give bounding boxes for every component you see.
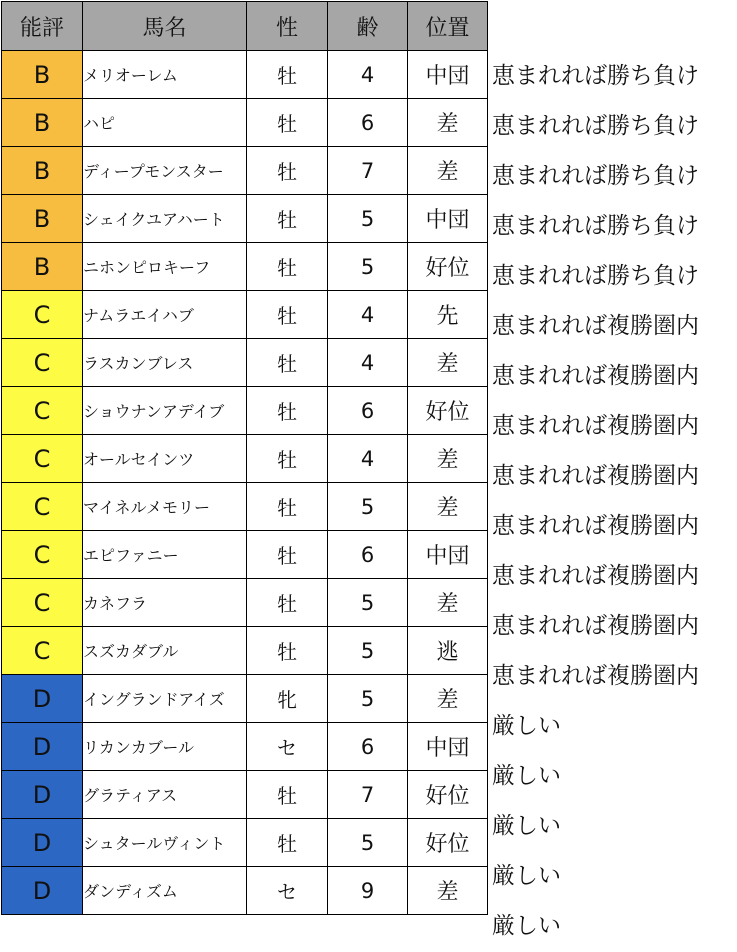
horse-name-cell: リカンカブール	[83, 723, 247, 771]
table-row	[2, 147, 488, 195]
table-row	[2, 579, 488, 627]
header-grade: 能評	[2, 2, 83, 51]
grade-cell: B	[2, 147, 83, 195]
horse-evaluation-table	[1, 1, 488, 915]
grade-cell: C	[2, 531, 83, 579]
horse-name-cell: ダンディズム	[83, 867, 247, 915]
position-cell: 差	[408, 579, 488, 627]
sex-cell: 牡	[247, 483, 328, 531]
grade-cell: D	[2, 723, 83, 771]
table-row	[2, 675, 488, 723]
horse-name-cell: シェイクユアハート	[83, 195, 247, 243]
horse-name-cell: イングランドアイズ	[83, 675, 247, 723]
table-row	[2, 531, 488, 579]
age-cell: 6	[328, 387, 408, 435]
horse-name-cell: ニホンピロキーフ	[83, 243, 247, 291]
position-cell: 好位	[408, 819, 488, 867]
position-cell: 好位	[408, 243, 488, 291]
horse-name-cell: マイネルメモリー	[83, 483, 247, 531]
grade-cell: B	[2, 243, 83, 291]
comment-text: 厳しい	[492, 763, 561, 789]
table-row	[2, 771, 488, 819]
table-row	[2, 819, 488, 867]
horse-name-cell: ショウナンアデイブ	[83, 387, 247, 435]
age-cell: 5	[328, 579, 408, 627]
sex-cell: 牡	[247, 147, 328, 195]
header-row	[2, 2, 488, 51]
sex-cell: 牡	[247, 771, 328, 819]
age-cell: 4	[328, 435, 408, 483]
horse-rows	[2, 51, 488, 915]
sex-cell: 牡	[247, 819, 328, 867]
age-cell: 7	[328, 771, 408, 819]
table-row	[2, 483, 488, 531]
age-cell: 9	[328, 867, 408, 915]
table-row	[2, 867, 488, 915]
grade-cell: D	[2, 675, 83, 723]
horse-name-cell: ディープモンスター	[83, 147, 247, 195]
sex-cell: 牡	[247, 627, 328, 675]
comment-text: 恵まれれば勝ち負け	[492, 213, 699, 239]
position-cell: 中団	[408, 195, 488, 243]
table-row	[2, 51, 488, 99]
sex-cell: 牡	[247, 243, 328, 291]
position-cell: 中団	[408, 51, 488, 99]
age-cell: 6	[328, 531, 408, 579]
position-cell: 好位	[408, 387, 488, 435]
table-row	[2, 195, 488, 243]
sex-cell: 牡	[247, 387, 328, 435]
age-cell: 6	[328, 723, 408, 771]
age-cell: 4	[328, 291, 408, 339]
sex-cell: 牡	[247, 339, 328, 387]
comment-text: 恵まれれば勝ち負け	[492, 263, 699, 289]
age-cell: 6	[328, 99, 408, 147]
header-position: 位置	[408, 2, 488, 51]
grade-cell: B	[2, 99, 83, 147]
age-cell: 4	[328, 339, 408, 387]
horse-name-cell: シュタールヴィント	[83, 819, 247, 867]
comment-text: 恵まれれば複勝圏内	[492, 463, 699, 489]
horse-name-cell: メリオーレム	[83, 51, 247, 99]
comment-text: 恵まれれば勝ち負け	[492, 113, 699, 139]
position-cell: 逃	[408, 627, 488, 675]
position-cell: 差	[408, 867, 488, 915]
table-row	[2, 435, 488, 483]
table-row	[2, 243, 488, 291]
position-cell: 差	[408, 675, 488, 723]
age-cell: 5	[328, 243, 408, 291]
sex-cell: 牡	[247, 99, 328, 147]
grade-cell: B	[2, 51, 83, 99]
comment-text: 恵まれれば複勝圏内	[492, 563, 699, 589]
age-cell: 7	[328, 147, 408, 195]
sex-cell: 牡	[247, 51, 328, 99]
sex-cell: 牡	[247, 435, 328, 483]
comment-text: 厳しい	[492, 863, 561, 889]
position-cell: 差	[408, 99, 488, 147]
sex-cell: 牡	[247, 579, 328, 627]
table-row	[2, 291, 488, 339]
table-row	[2, 627, 488, 675]
grade-cell: C	[2, 387, 83, 435]
age-cell: 5	[328, 675, 408, 723]
grade-cell: C	[2, 435, 83, 483]
sex-cell: 牡	[247, 195, 328, 243]
grade-cell: B	[2, 195, 83, 243]
horse-name-cell: スズカダブル	[83, 627, 247, 675]
grade-cell: C	[2, 483, 83, 531]
sex-cell: セ	[247, 723, 328, 771]
age-cell: 5	[328, 483, 408, 531]
age-cell: 5	[328, 819, 408, 867]
horse-name-cell: エピファニー	[83, 531, 247, 579]
grade-cell: C	[2, 579, 83, 627]
comment-text: 恵まれれば勝ち負け	[492, 163, 699, 189]
horse-name-cell: カネフラ	[83, 579, 247, 627]
grade-cell: C	[2, 627, 83, 675]
horse-name-cell: オールセインツ	[83, 435, 247, 483]
comment-text: 恵まれれば勝ち負け	[492, 63, 699, 89]
horse-name-cell: ナムラエイハブ	[83, 291, 247, 339]
table-row	[2, 99, 488, 147]
grade-cell: C	[2, 339, 83, 387]
position-cell: 中団	[408, 723, 488, 771]
position-cell: 好位	[408, 771, 488, 819]
comment-text: 恵まれれば複勝圏内	[492, 413, 699, 439]
header-age: 齢	[328, 2, 408, 51]
comment-column	[492, 51, 737, 951]
comment-text: 厳しい	[492, 913, 561, 939]
sex-cell: 牝	[247, 675, 328, 723]
age-cell: 5	[328, 627, 408, 675]
comment-text: 恵まれれば複勝圏内	[492, 663, 699, 689]
position-cell: 先	[408, 291, 488, 339]
age-cell: 4	[328, 51, 408, 99]
comment-text: 恵まれれば複勝圏内	[492, 363, 699, 389]
table-row	[2, 723, 488, 771]
position-cell: 差	[408, 435, 488, 483]
position-cell: 差	[408, 339, 488, 387]
comment-text: 恵まれれば複勝圏内	[492, 613, 699, 639]
grade-cell: D	[2, 771, 83, 819]
age-cell: 5	[328, 195, 408, 243]
header-name: 馬名	[83, 2, 247, 51]
sex-cell: セ	[247, 867, 328, 915]
comment-text: 厳しい	[492, 713, 561, 739]
grade-cell: C	[2, 291, 83, 339]
position-cell: 差	[408, 147, 488, 195]
comment-text: 厳しい	[492, 813, 561, 839]
table-row	[2, 387, 488, 435]
grade-cell: D	[2, 867, 83, 915]
table-row	[2, 339, 488, 387]
position-cell: 中団	[408, 531, 488, 579]
horse-name-cell: グラティアス	[83, 771, 247, 819]
grade-cell: D	[2, 819, 83, 867]
position-cell: 差	[408, 483, 488, 531]
sex-cell: 牡	[247, 531, 328, 579]
sex-cell: 牡	[247, 291, 328, 339]
comment-text: 恵まれれば複勝圏内	[492, 313, 699, 339]
header-sex: 性	[247, 2, 328, 51]
horse-name-cell: ラスカンブレス	[83, 339, 247, 387]
comment-text: 恵まれれば複勝圏内	[492, 513, 699, 539]
horse-name-cell: ハピ	[83, 99, 247, 147]
